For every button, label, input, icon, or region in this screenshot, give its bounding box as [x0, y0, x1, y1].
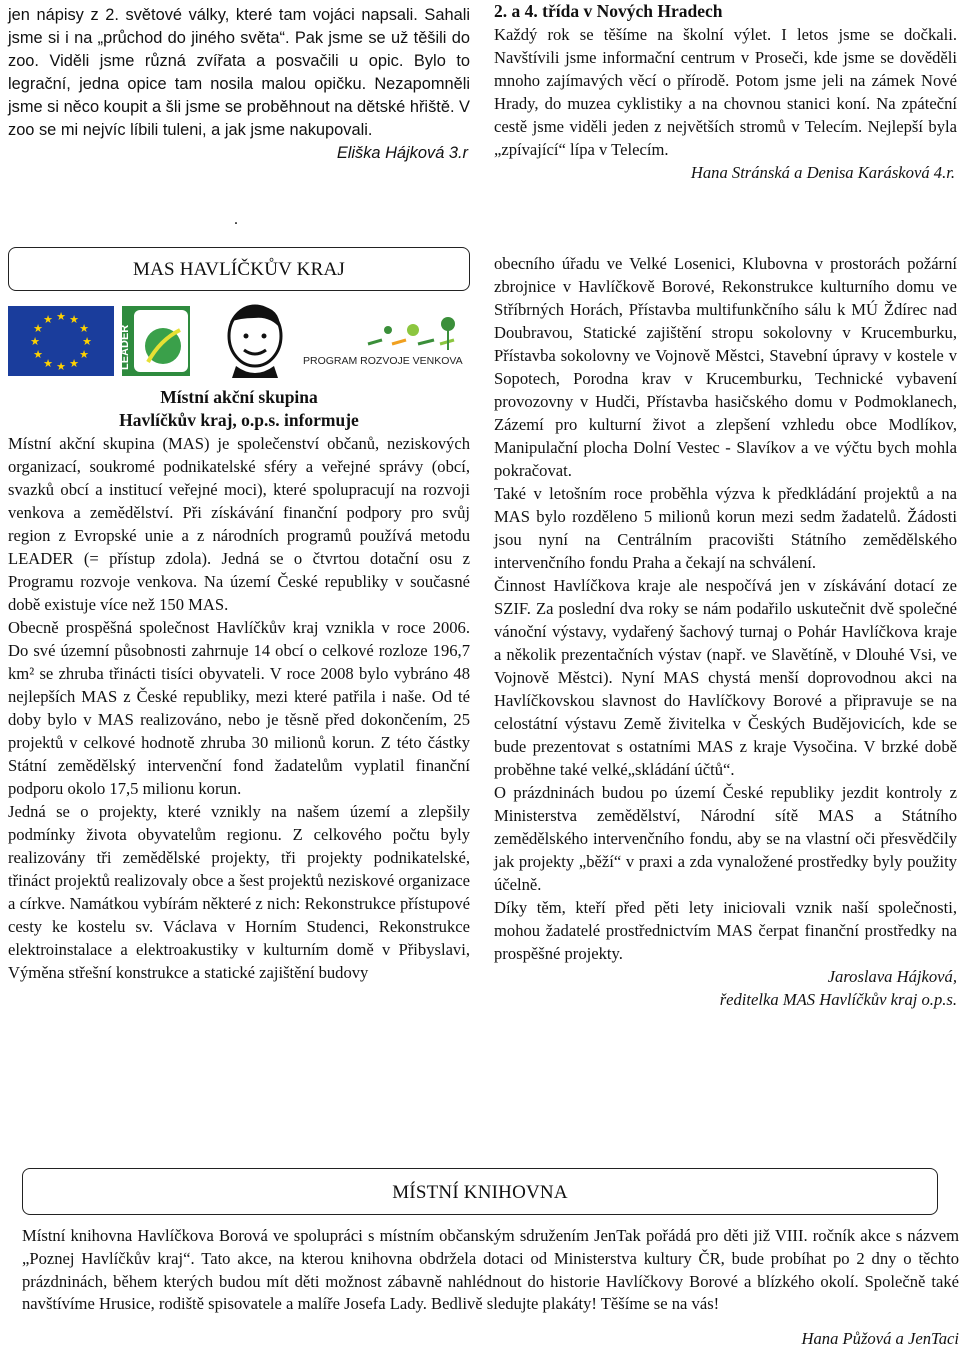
mas-paragraph-4: obecního úřadu ve Velké Losenici, Klubovna v prostorách požární zbrojnice v Havlíčkově Borové, Rekonstrukce kulturního domu ve Stříbrných Horách, Přístavba multifunkčního sálu k MÚ Ždírec nad Doubravou, Statické zajištění stropu sokolovny v Krucemburku, Přístavba sokolovny ve Vojnově Městci, Stavební úpravy v kostele v Sopotech, Porodna krav v Krucemburku, Technické vybavení provozovny v Hudči, Přístavba hasičského domu v Podmoklanech, Zázemí pro kulturní život a zlepšení vzhledu obce Modlíkov, Manipulační plocha Dolní Vestec - Slavíkov a ve výčtu bych mohla pokračovat.	[494, 254, 957, 480]
svg-text:LEADER: LEADER	[119, 324, 131, 370]
school-trip-zoo-article	[8, 4, 470, 165]
svg-text:★: ★	[43, 313, 53, 326]
svg-text:★: ★	[56, 360, 66, 373]
program-logo-text: PROGRAM ROZVOJE VENKOVA	[303, 355, 463, 367]
svg-text:★: ★	[56, 310, 66, 323]
mas-signature-name: Jaroslava Hájková,	[827, 967, 957, 986]
nove-hrady-author: Hana Stránská a Denisa Karásková 4.r.	[690, 163, 955, 182]
mas-section-title: MAS HAVLÍČKŮV KRAJ	[8, 247, 470, 291]
logos-svg	[8, 300, 474, 380]
knihovna-text: Místní knihovna Havlíčkova Borová ve spolupráci s místním občanským sdružením JenTak pořádá pro děti již VIII. ročník akce s názvem „Poznej Havlíčkův kraj“. Tato akce, na kterou knihovna obdržela dotaci od Ministerstva kultury ČR, bude probíhat po 2 dny o těchto prázdninách, během kterých budou mít děti možnost zábavně nahlédnout do historie Havlíčkovy Borové a blízkého okolí. Společně také navštívíme Hrusice, rodiště spisovatele a malíře Josefa Lady. Bedlivě sledujte plakáty! Těšíme se na vás!	[22, 1226, 959, 1314]
nove-hrady-text: Každý rok se těšíme na školní výlet. I letos jsme se dočkali. Navštívili jsme informační centrum v Proseči, kde jsme se dověděli mnoho zajímavých věcí o přírodě. Potom jsme jeli na zámek Nové Hrady, do muzea cyklistiky a na chovnou stanici koní. Na zpáteční cestě jsme viděli jeden z největších stromů v Telecím. Nejlepší byla „zpívající“ lípa v Telecím.	[494, 25, 957, 159]
leader-logo-icon	[119, 306, 190, 376]
knihovna-signature: Hana Půžová a JenTaci	[801, 1329, 959, 1349]
mas-heading-line1: Místní akční skupina	[160, 387, 318, 407]
mas-paragraph-7: O prázdninách budou po území České republiky jezdit kontroly z Ministerstva zemědělství, Národní sítě MAS a Státního zemědělského intervenčního fondu, aby se na vlastní oči přesvědčily jak projekty „běží“ v praxi a zda vynaložené prostředky byly použity účelně.	[494, 783, 957, 894]
stray-dot: .	[234, 211, 238, 228]
svg-text:★: ★	[79, 348, 89, 361]
mas-heading-line2: Havlíčkův kraj, o.p.s. informuje	[119, 410, 359, 430]
knihovna-article	[22, 1225, 959, 1351]
svg-text:★: ★	[69, 313, 79, 326]
mas-paragraph-6: Činnost Havlíčkova kraje ale nespočívá jen v získávání dotací ze SZIF. Za poslední dva roky se nám podařilo uskutečnit dvě společné vánoční výstavy, vydařený šachový turnaj o Pohár Havlíčkova kraje a několik prezentačních výstav (např. ve Slavětíně, v Dlouhé Vsi, ve Vojnově Městci). Nyní MAS chystá menší doprovodnou akci na Havlíčkovskou slavnost do Havlíčkovy Borové a připravuje se na celostátní výstavu Země živitelka v Českých Budějovicích, kde se bude prezentovat s ostatními MAS z kraje Vysočina. V brzké době proběhne také velké„skládání účtů“.	[494, 576, 957, 779]
mas-paragraph-3: Jedná se o projekty, které vznikly na našem území a zlepšily podmínky života obyvatelům regionu. Z celkového počtu byly realizovány tři zemědělské projekty, tři projekty podnikatelské, třináct projektů realizovaly obce a šest projektů neziskové organizace a církve. Namátkou vybírám některé z nich: Rekonstrukce přístupové cesty ke kostelu sv. Václava v Horním Studenci, Rekonstrukce elektroinstalace a elektroakustiky v kulturním domě v Přibyslavi, Výměna střešní konstrukce a statické zajištění budovy	[8, 802, 470, 982]
knihovna-section-title: MÍSTNÍ KNIHOVNA	[22, 1168, 938, 1215]
program-rozvoje-venkova-logo-icon	[368, 317, 455, 350]
mas-paragraph-1: Místní akční skupina (MAS) je společenství občanů, neziskových organizací, soukromé podnikatelské sféry a veřejné správy (obcí, svazků obcí a institucí veřejné moci), které spolupracují na rozvoji venkova a zemědělství. Při získávání finanční podpory pro svůj region z Evropské unie a z národních programů používá metodu LEADER (= přístup zdola). Jedná se o čtvrtou dotační osu z Programu rozvoje venkova. Na území České republiky v současné době existuje více než 150 MAS.	[8, 434, 470, 614]
logos-row	[8, 300, 474, 380]
nove-hrady-article	[494, 0, 957, 184]
svg-text:★: ★	[33, 322, 43, 335]
nove-hrady-heading: 2. a 4. třída v Nových Hradech	[494, 1, 723, 21]
mas-article-left	[8, 380, 470, 984]
zoo-article-author: Eliška Hájková 3.r	[336, 144, 468, 162]
mas-paragraph-5: Také v letošním roce proběhla výzva k předkládání projektů a na MAS bylo rozděleno 5 milionů korun mezi sedm žadatelů. Žádosti jsou nyní na Centrálním pracovišti Státního zemědělského intervenčního fondu Praha a čekají na schválení.	[494, 484, 957, 572]
zoo-article-text: jen nápisy z 2. světové války, které tam vojáci napsali. Sahali jsme si i na „průchod do jiného světa“. Pak jsme se už těšili do zoo. Viděli jsme různá zvířata a posvačili u opic. Bylo to legrační, jedna opice tam nosila malou opičku. Nezapomněli jsme si něco koupit a šli jsme se proběhnout na dětské hřiště. V zoo se mi nejvíc líbili tuleni, a jak jsme nakupovali.	[8, 6, 470, 139]
havlicek-portrait-icon	[229, 305, 281, 378]
mas-paragraph-2: Obecně prospěšná společnost Havlíčkův kraj vznikla v roce 2006. Do své územní působnosti zahrnuje 14 obcí o celkové rozloze 196,7 km² se zhruba třinácti tisíci obyvateli. V roce 2008 bylo vybráno 48 nejlepších MAS z České republiky, mezi které patřila i naše. Od té doby bylo v MAS realizováno, nebo je těsně před dokončením, 25 projektů v celkové hodnotě zhruba 30 milionů korun. Z této částky Státní zemědělský intervenční fond žadatelům vyplatil finanční podporu okolo 17,5 milionu korun.	[8, 618, 470, 798]
eu-flag-icon	[8, 306, 114, 376]
mas-article-right	[494, 252, 957, 1011]
svg-text:★: ★	[82, 335, 92, 348]
svg-text:★: ★	[30, 335, 40, 348]
svg-text:★: ★	[33, 348, 43, 361]
svg-text:★: ★	[43, 357, 53, 370]
mas-paragraph-8: Díky těm, kteří před pěti lety iniciovali vznik naší společnosti, mohou žadatelé prostřednictvím MAS čerpat finanční prostředky na prospěšné projekty.	[494, 898, 957, 963]
svg-text:★: ★	[79, 322, 89, 335]
mas-signature-role: ředitelka MAS Havlíčkův kraj o.p.s.	[719, 990, 957, 1009]
svg-text:★: ★	[69, 357, 79, 370]
